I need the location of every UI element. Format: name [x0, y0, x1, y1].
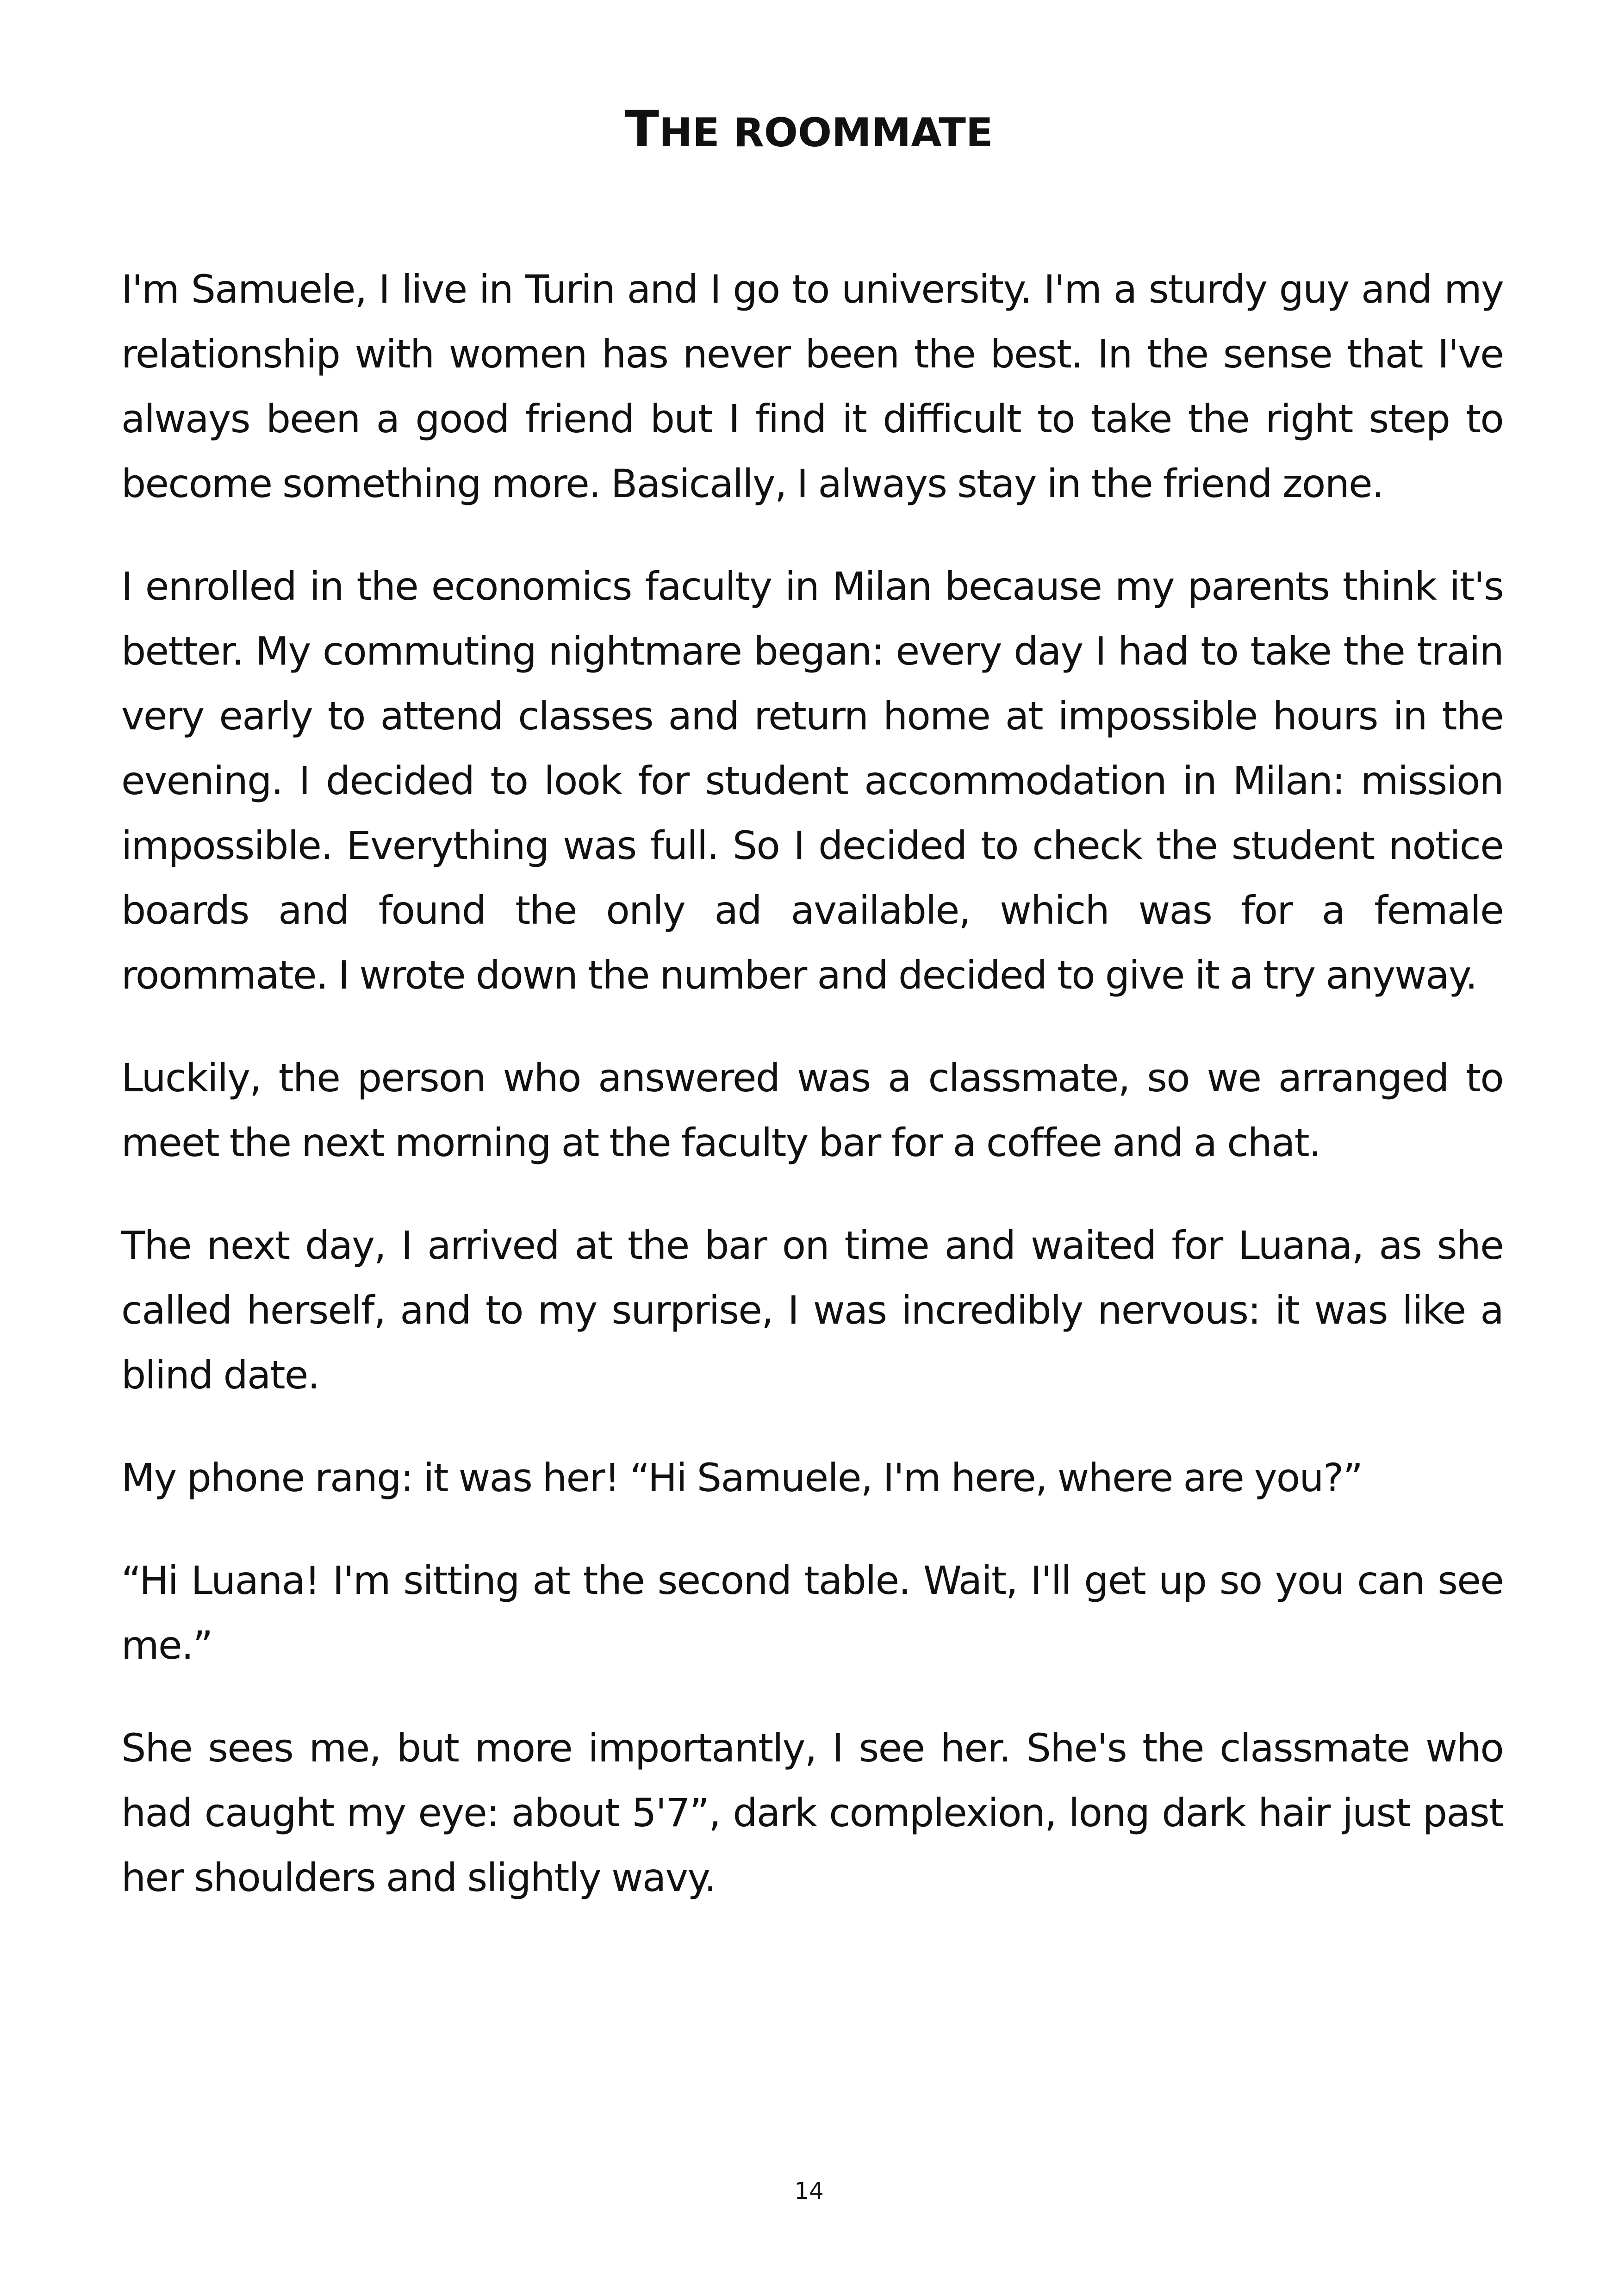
paragraph: I'm Samuele, I live in Turin and I go to university. I'm a sturdy guy and my relationship with women has never been the best. In the sense that I've always been a good friend but I find it difficult to take the right step to become something more. Basically, I always stay in the friend zone. [121, 267, 1503, 506]
paragraph: She sees me, but more importantly, I see her. She's the classmate who had caught my eye: about 5'7”, dark complexion, long dark hair just past her shoulders and slightly wavy. [121, 1725, 1503, 1900]
chapter-title-first-letter: T [625, 100, 660, 158]
paragraph: The next day, I arrived at the bar on time and waited for Luana, as she called herself, and to my surprise, I was incredibly nervous: it was like a blind date. [121, 1223, 1503, 1398]
chapter-title [0, 100, 1618, 160]
paragraph: My phone rang: it was her! “Hi Samuele, I'm here, where are you?” [121, 1455, 1363, 1500]
paragraph: “Hi Luana! I'm sitting at the second table. Wait, I'll get up so you can see me.” [121, 1558, 1503, 1668]
paragraph: I enrolled in the economics faculty in Milan because my parents think it's better. My commuting nightmare began: every day I had to take the train very early to attend classes and return home at impossible hours in the evening. I decided to look for student accommodation in Milan: mission impossible. Everything was full. So I decided to check the student notice boards and found the only ad available, which was for a female roommate. I wrote down the number and decided to give it a try anyway. [121, 564, 1503, 998]
page-number: 14 [794, 2178, 824, 2204]
paragraph: Luckily, the person who answered was a classmate, so we arranged to meet the next morning at the faculty bar for a coffee and a chat. [121, 1055, 1503, 1165]
chapter-title-rest: HE ROOMMATE [659, 110, 993, 156]
chapter-body [121, 257, 1503, 1948]
